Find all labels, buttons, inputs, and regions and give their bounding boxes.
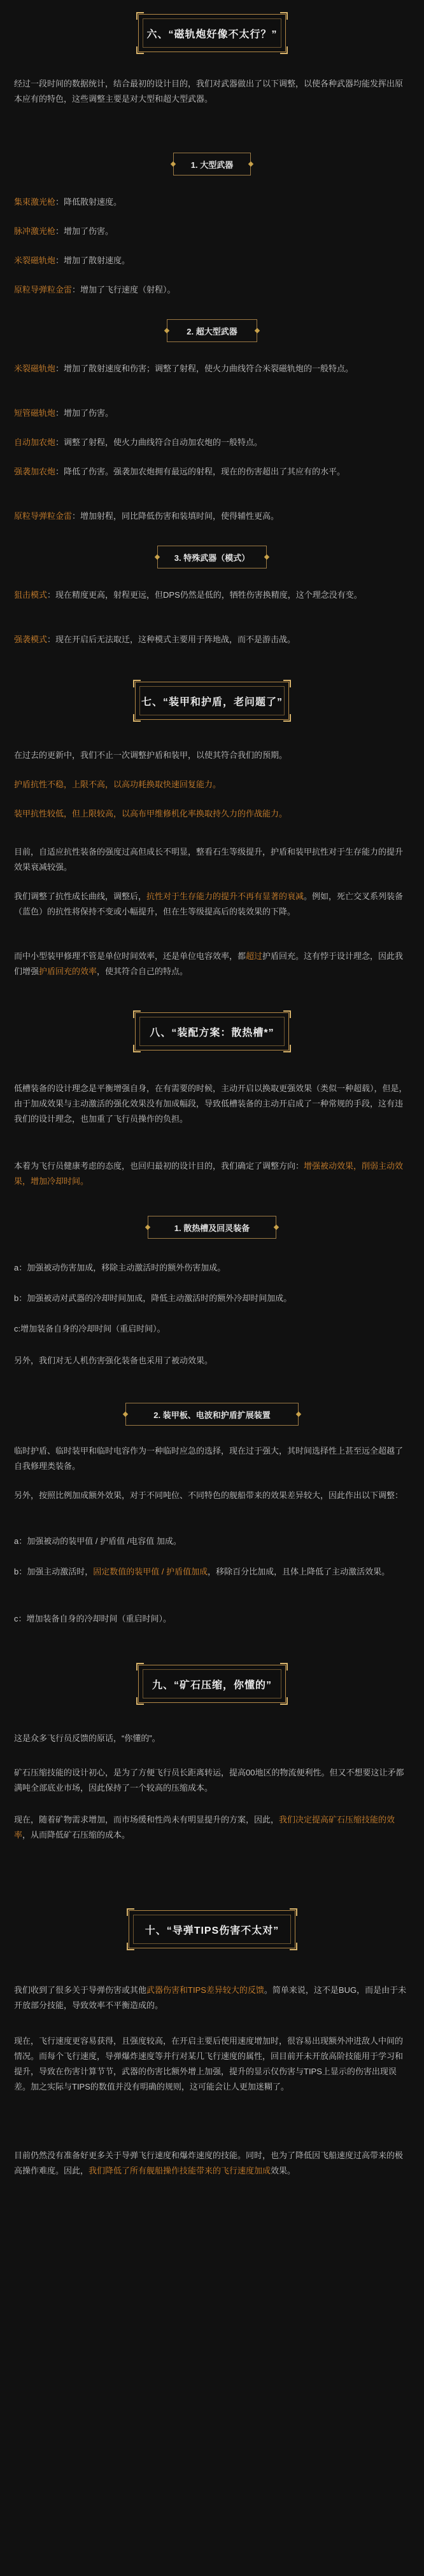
text-run: ，移除百分比加成，且体上降低了主动激活效果。 [208, 1567, 390, 1576]
list-item: c:增加装备自身的冷却时间（重启时间）。 [14, 1324, 166, 1333]
list-item: a：加强被动的装甲值 / 护盾值 /电容值 加成。 [14, 1536, 181, 1546]
section-header-9 [138, 1665, 286, 1703]
weapon-change-text: ：增加了伤害。 [55, 408, 114, 418]
weapon-name: 狙击模式 [14, 590, 48, 600]
highlight-text: 超过 [246, 951, 263, 961]
weapon-change-text: ：现在开启后无法取迁，这种模式主要用于阵地战，而不是游击战。 [47, 635, 296, 644]
text-run: 现在，随着矿物需求增加，而市场缓和性尚未有明显提升的方案，因此， [14, 1815, 279, 1824]
ornament-corner [136, 1663, 144, 1670]
ornament-corner [280, 46, 288, 54]
list-item: a：加强被动伤害加成，移除主动激活时的额外伤害加成。 [14, 1263, 226, 1272]
weapon-change-item [14, 509, 410, 524]
text-run: ，使其符合自己的特点。 [97, 967, 188, 976]
ornament-corner [133, 680, 141, 687]
subsection-title: 2. 装甲板、电波和护盾扩展装置 [153, 1410, 271, 1420]
paragraph: 另外，按照比例加成额外效果，对于不同吨位、不同特色的舰船带来的效果差异较大，因此作出以下调整： [14, 1491, 404, 1500]
section-title: 八、“装配方案：散热槽*” [150, 1027, 274, 1038]
paragraph [14, 1983, 410, 2013]
subsection-header [173, 153, 251, 176]
weapon-name: 自动加农炮 [14, 437, 56, 447]
text-run: ，从而降低矿石压缩的成本。 [22, 1830, 131, 1840]
section-title: 九、“矿石压缩，你懂的” [152, 1679, 272, 1691]
weapon-change-item [14, 435, 410, 450]
paragraph [14, 949, 410, 979]
weapon-name: 脉冲激光枪 [14, 226, 56, 236]
section-title: 六、“磁轨炮好像不太行？” [146, 29, 278, 40]
list-item: b：加强被动对武器的冷却时间加成，降低主动激活时的额外冷却时间加成。 [14, 1293, 292, 1303]
ornament-corner [290, 1908, 297, 1916]
text-run: 护盾回充。这有悖于设计理念，因此我们增强 [14, 951, 404, 976]
ornament-corner [283, 1010, 291, 1018]
ornament-corner [127, 1908, 134, 1916]
paragraph [14, 2148, 410, 2179]
subsection-title: 3. 特殊武器（模式） [174, 553, 250, 563]
section-title: 十、“导弹TIPS伤害不太对” [145, 1925, 279, 1936]
weapon-name: 原粒导弹粒金雷 [14, 285, 73, 294]
ornament-corner [133, 1045, 141, 1052]
weapon-change-text: ：降低了伤害。强袭加农炮拥有最远的射程，现在的伤害超出了其应有的水平。 [55, 467, 346, 476]
paragraph: 矿石压缩技能的设计初心，是为了方便飞行员长距离转运，提高00地区的物流便利性。但又不想要这让矛都满吨全部底业市场，因此保持了一个较高的压缩成本。 [14, 1768, 404, 1793]
subsection-header [167, 319, 257, 342]
text-run: 我们调整了抗性成长曲线，调整后， [14, 892, 147, 901]
weapon-change-item [14, 195, 410, 210]
weapon-name: 米裂磁轨炮 [14, 256, 56, 265]
weapon-change-item [14, 361, 410, 376]
highlight-text: 护盾回充的效率 [39, 967, 97, 976]
weapon-change-text: ：增加射程，同比降低伤害和装填时间，使得辅性更高。 [72, 511, 279, 521]
paragraph [14, 1159, 410, 1189]
ornament-corner [136, 46, 144, 54]
text-run: 本着为飞行员健康考虑的态度，也回归最初的设计目的，我们确定了调整方向： [14, 1161, 304, 1171]
paragraph: 经过一段时间的数据统计，结合最初的设计目的，我们对武器做出了以下调整，以使各种武器均能发挥出原本应有的特色，这些调整主要是对大型和超大型武器。 [14, 79, 404, 104]
weapon-name: 原粒导弹粒金雷 [14, 511, 73, 521]
highlight-text: 我们降低了所有舰船操作技能带来的飞行速度加成 [88, 2166, 271, 2175]
weapon-change-text: ：降低散射速度。 [55, 197, 122, 207]
weapon-name: 集束激光枪 [14, 197, 56, 207]
list-item: c：增加装备自身的冷却时间（重启时间）。 [14, 1614, 172, 1623]
section-header-10 [129, 1910, 295, 1948]
weapon-name: 强袭模式 [14, 635, 48, 644]
weapon-change-text: ：增加了伤害。 [55, 226, 114, 236]
highlight-text: 抗性对于生存能力的提升不再有显著的衰减 [146, 892, 304, 901]
subsection-title: 2. 超大型武器 [187, 326, 237, 336]
ornament-corner [280, 1697, 288, 1705]
paragraph [14, 889, 410, 920]
text-run: 。例如，死亡交叉系列装备（蓝色）的抗性将保持不变或小幅提升，但在生等级提高后的装效果的下降。 [14, 892, 404, 916]
section-header-8 [135, 1012, 289, 1050]
text-run: b：加强主动激活时， [14, 1567, 94, 1576]
highlight-text: 固定数值的装甲值 / 护盾值加成 [93, 1567, 208, 1576]
paragraph [14, 1812, 410, 1843]
paragraph: 目前，自适应抗性装备的强度过高但成长不明显，整看石生等级提升，护盾和装甲抗性对于生存能力的提升效果衰减较强。 [14, 847, 404, 872]
section-title: 七、“装甲和护盾，老问题了” [141, 696, 283, 708]
weapon-change-text: ：现在精度更高，射程更远，但DPS仍然是低的，牺牲伤害换精度，这个理念没有变。 [47, 590, 362, 600]
highlight-text: 我们决定提高矿石压缩技能的效率 [14, 1815, 395, 1840]
weapon-change-item [14, 253, 410, 268]
text-run: 我们收到了很多关于导弹伤害或其他 [14, 1985, 147, 1995]
paragraph: 这是众多飞行员反馈的原话，“你懂的”。 [14, 1733, 160, 1743]
ornament-corner [133, 1010, 141, 1018]
ornament-corner [136, 12, 144, 20]
subsection-header [157, 546, 267, 568]
ornament-corner [290, 1943, 297, 1950]
weapon-change-text: ：增加了散射速度。 [55, 256, 131, 265]
weapon-change-text: ：增加了散射速度和伤害；调整了射程，使火力曲线符合米裂磁轨炮的一般特点。 [55, 364, 354, 373]
subsection-header [148, 1216, 276, 1239]
highlight-paragraph: 装甲抗性较低，但上限较高，以高布甲维修机化率换取持久力的作战能力。 [14, 809, 288, 818]
weapon-change-item [14, 464, 410, 479]
text-run: 。简单来说，这不是BUG，而是由于未开放部分技能，导致效率不平衡造成的。 [14, 1985, 407, 2010]
ornament-corner [280, 1663, 288, 1670]
text-run: 目前仍然没有准备好更多关于导弹飞行速度和爆炸速度的技能。同时，也为了降低因飞船速度过高带来的极高操作难度。因此， [14, 2151, 404, 2175]
paragraph: 另外，我们对无人机伤害强化装备也采用了被动效果。 [14, 1356, 213, 1365]
ornament-corner [283, 714, 291, 722]
paragraph: 现在，飞行速度更容易获得，且强度较高，在开启主要后使用速度增加时，很容易出现额外冲进敌人中间的情况。而每个飞行速度，导弹爆炸速度等并行对某几飞行速度的属性，回目前开未开放高阶技能用于学习和提升，导致在伤害计算节节，武器的伤害比额外增上加强，提升的显示仅伤害与TIPS上显示的伤害出现误差。加之实际与TIPS的数值并没有明确的规则，这可能会让人更加迷糊了。 [14, 2036, 404, 2091]
paragraph: 在过去的更新中，我们不止一次调整护盾和装甲，以使其符合我们的预期。 [14, 750, 288, 760]
text-run: 效果。 [271, 2166, 296, 2175]
highlight-text: 武器伤害和TIPS差异较大的反馈 [146, 1985, 264, 1995]
highlight-text: 增强被动效果，削弱主动效果，增加冷却时间。 [14, 1161, 404, 1186]
weapon-change-item [14, 224, 410, 239]
ornament-corner [127, 1943, 134, 1950]
weapon-change-item [14, 406, 410, 421]
weapon-change-item [14, 282, 410, 298]
ornament-corner [283, 680, 291, 687]
weapon-change-text: ：调整了射程，使火力曲线符合自动加农炮的一般特点。 [55, 437, 263, 447]
ornament-corner [133, 714, 141, 722]
ornament-corner [136, 1697, 144, 1705]
weapon-change-item [14, 588, 410, 603]
weapon-name: 米裂磁轨炮 [14, 364, 56, 373]
subsection-header [125, 1403, 299, 1426]
subsection-title: 1. 散热槽及回灵装备 [174, 1223, 250, 1233]
paragraph: 临时护盾、临时装甲和临时电容作为一种临时应急的选择，现在过于强大，其时间选择性上甚至远全超越了自我修理类装备。 [14, 1446, 404, 1471]
weapon-name: 短管磁轨炮 [14, 408, 56, 418]
weapon-change-text: ：增加了飞行速度（射程）。 [72, 285, 176, 294]
ornament-corner [280, 12, 288, 20]
text-run: 而中小型装甲修理不管是单位时间效率，还是单位电容效率，都 [14, 951, 246, 961]
section-header-7 [135, 682, 289, 720]
weapon-change-item [14, 632, 410, 647]
subsection-title: 1. 大型武器 [190, 160, 234, 170]
list-item [14, 1564, 410, 1580]
ornament-corner [283, 1045, 291, 1052]
section-header-6 [138, 14, 286, 52]
highlight-paragraph: 护盾抗性不稳，上限不高，以高功耗换取快速回复能力。 [14, 780, 222, 789]
paragraph: 低槽装备的设计理念是平衡增强自身，在有需要的时候，主动开启以换取更强效果（类似一种超载），但是，由于加成效果与主动激活的强化效果没有加成幅段，导致低槽装备的主动开启成了一种常规的手段，这有违我们的设计理念，也加重了飞行员操作的负担。 [14, 1084, 407, 1124]
weapon-name: 强袭加农炮 [14, 467, 56, 476]
